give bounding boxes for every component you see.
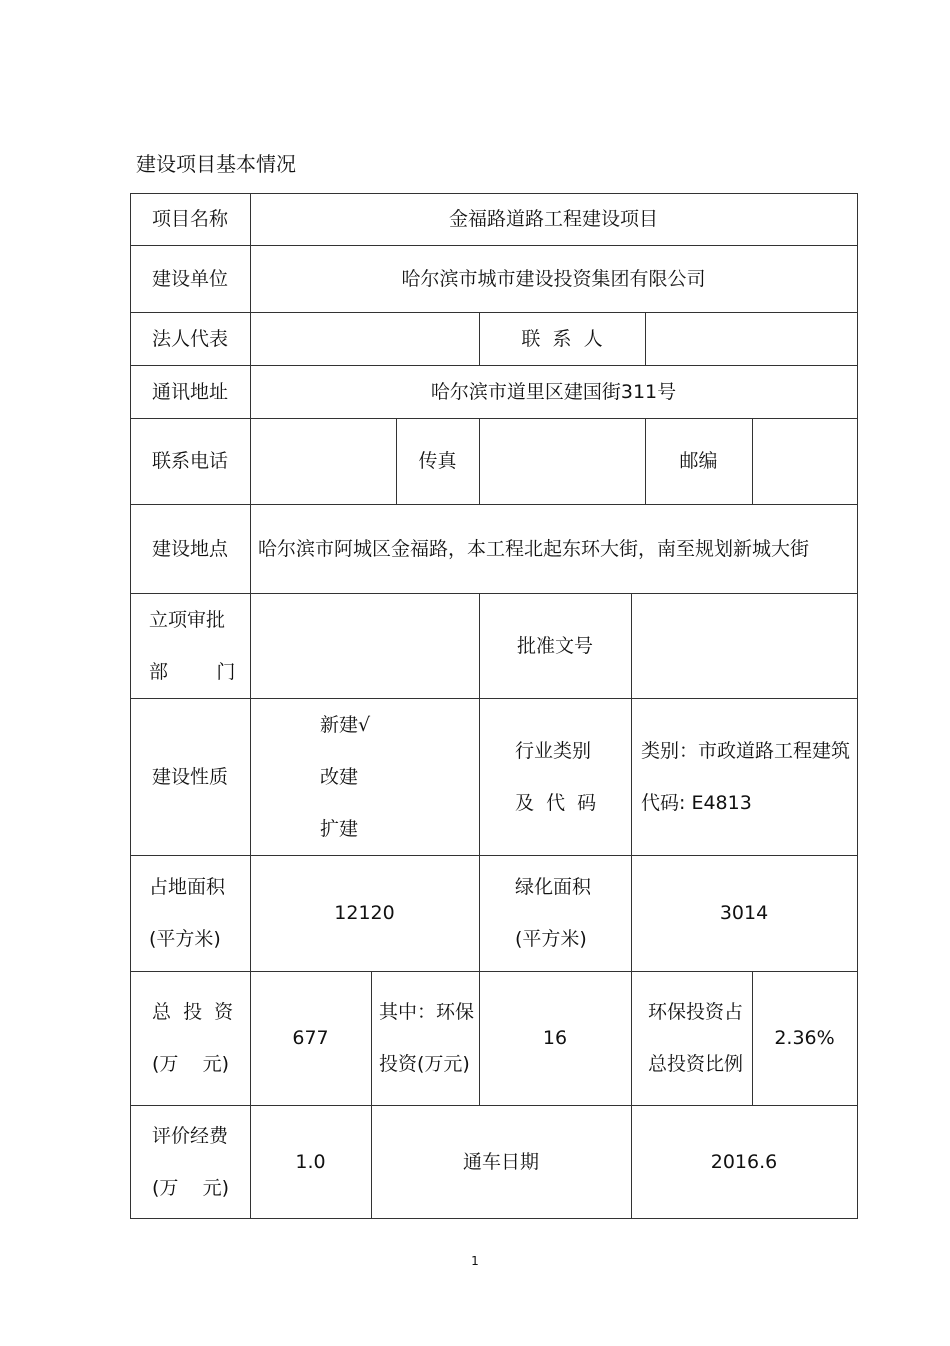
env-ratio-label [631,971,752,1105]
approval-dept-label-line2: 部 门 [149,660,236,683]
zip-value [752,418,857,504]
contact-label: 联 系 人 [521,327,603,350]
zip-label: 邮编 [679,450,718,472]
nature-label: 建设性质 [151,765,228,788]
opening-date-label: 通车日期 [462,1150,539,1173]
approval-dept-label-line1: 立项审批 [149,608,226,631]
green-area-value: 3014 [719,902,769,924]
env-investment-label-line1: 其中：环保 [379,1001,475,1023]
industry-label-line1: 行业类别 [515,739,592,762]
legal-rep-value [250,312,479,365]
nature-option-expand: 扩建 [320,817,359,840]
green-area-label-line2: (平方米) [515,928,587,950]
nature-option-new: 新建√ [320,713,371,736]
nature-option-rebuild: 改建 [320,765,359,788]
page-number: 1 [471,1254,479,1268]
fee-value: 1.0 [295,1150,326,1173]
industry-label-line2: 及 代 码 [515,791,597,814]
phone-label: 联系电话 [151,450,228,472]
phone-value [250,418,396,504]
nature-options [250,698,479,855]
env-investment-label-line2: 投资(万元) [379,1053,470,1075]
builder-label: 建设单位 [151,267,228,290]
table-border [130,1218,858,1219]
page-heading: 建设项目基本情况 [136,152,296,176]
approval-doc-value [631,593,857,698]
location-label: 建设地点 [151,537,228,560]
fee-label-line2: (万 元) [152,1176,229,1199]
industry-category: 类别：市政道路工程建筑 [641,739,851,762]
address-value: 哈尔滨市道里区建国街311号 [430,380,677,403]
industry-label [479,698,631,855]
approval-dept-label [130,593,250,698]
area-label [130,855,250,971]
investment-label-line2: (万 元) [152,1053,229,1075]
address-label: 通讯地址 [151,380,228,403]
green-area-label-line1: 绿化面积 [515,876,592,898]
project-name-label: 项目名称 [151,208,228,230]
industry-value [631,698,857,855]
fax-value [479,418,645,504]
investment-value: 677 [292,1027,329,1049]
builder-value: 哈尔滨市城市建设投资集团有限公司 [401,267,706,290]
env-ratio-value: 2.36% [774,1027,835,1049]
fee-label [130,1105,250,1218]
fee-label-line1: 评价经费 [152,1124,229,1147]
area-label-line1: 占地面积 [149,876,226,898]
investment-label-line1: 总 投 资 [152,1001,234,1023]
env-investment-label [371,971,479,1105]
green-area-label [479,855,631,971]
env-investment-value: 16 [542,1027,568,1049]
opening-date-value: 2016.6 [710,1150,778,1173]
project-name-value: 金福路道路工程建设项目 [448,208,658,230]
table-border [857,193,858,1219]
legal-rep-label: 法人代表 [151,327,228,350]
env-ratio-label-line2: 总投资比例 [648,1053,744,1075]
investment-label [130,971,250,1105]
fax-label: 传真 [418,450,457,472]
area-label-line2: (平方米) [149,928,221,950]
approval-doc-label: 批准文号 [516,634,593,657]
location-value: 哈尔滨市阿城区金福路，本工程北起东环大街，南至规划新城大街 [258,537,810,560]
contact-value [645,312,857,365]
approval-dept-value [250,593,479,698]
env-ratio-label-line1: 环保投资占 [648,1001,744,1023]
industry-code: 代码: E4813 [641,791,752,814]
area-value: 12120 [334,902,395,924]
